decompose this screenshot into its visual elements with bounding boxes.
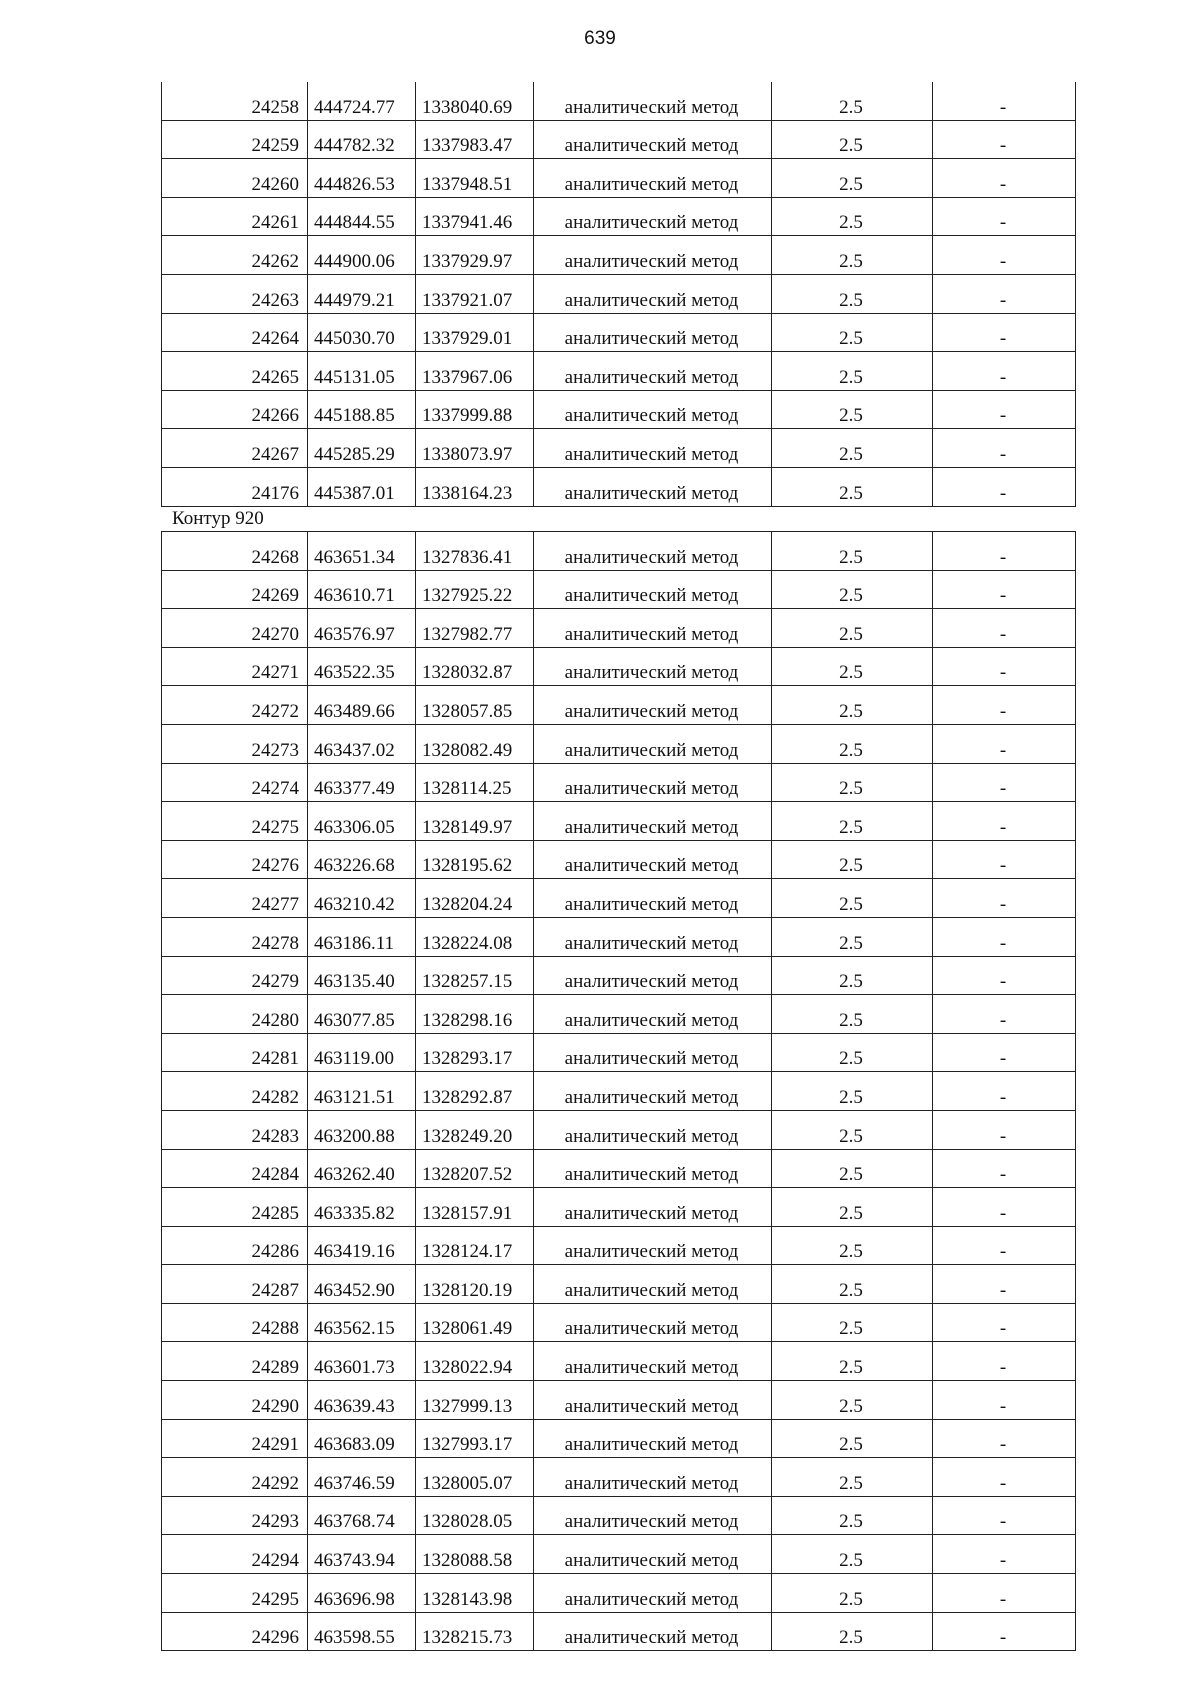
method-cell: аналитический метод: [534, 82, 772, 120]
point-number-cell: 24289: [162, 1342, 308, 1381]
note-cell: -: [933, 1535, 1076, 1574]
y-coordinate-cell: 1328207.52: [416, 1149, 534, 1188]
y-coordinate-cell: 1328082.49: [416, 724, 534, 763]
x-coordinate-cell: 463419.16: [308, 1226, 416, 1265]
point-number-cell: 24266: [162, 390, 308, 429]
y-coordinate-cell: 1338164.23: [416, 467, 534, 506]
y-coordinate-cell: 1328298.16: [416, 995, 534, 1034]
table-row: [162, 467, 1076, 506]
point-number-cell: 24267: [162, 429, 308, 468]
table-row: [162, 1342, 1076, 1381]
x-coordinate-cell: 463598.55: [308, 1612, 416, 1651]
y-coordinate-cell: 1327999.13: [416, 1381, 534, 1420]
accuracy-cell: 2.5: [772, 879, 933, 918]
y-coordinate-cell: 1328257.15: [416, 956, 534, 995]
method-cell: аналитический метод: [534, 1265, 772, 1304]
point-number-cell: 24261: [162, 197, 308, 236]
point-number-cell: 24274: [162, 763, 308, 802]
y-coordinate-cell: 1328120.19: [416, 1265, 534, 1304]
accuracy-cell: 2.5: [772, 120, 933, 159]
accuracy-cell: 2.5: [772, 1226, 933, 1265]
x-coordinate-cell: 444782.32: [308, 120, 416, 159]
y-coordinate-cell: 1327993.17: [416, 1419, 534, 1458]
method-cell: аналитический метод: [534, 274, 772, 313]
table-row: [162, 1188, 1076, 1227]
point-number-cell: 24288: [162, 1303, 308, 1342]
y-coordinate-cell: 1328249.20: [416, 1110, 534, 1149]
x-coordinate-cell: 463639.43: [308, 1381, 416, 1420]
accuracy-cell: 2.5: [772, 532, 933, 571]
table-row: [162, 120, 1076, 159]
method-cell: аналитический метод: [534, 429, 772, 468]
note-cell: -: [933, 159, 1076, 198]
y-coordinate-cell: 1328293.17: [416, 1033, 534, 1072]
table-row: [162, 390, 1076, 429]
y-coordinate-cell: 1338073.97: [416, 429, 534, 468]
table-row: [162, 1303, 1076, 1342]
method-cell: аналитический метод: [534, 763, 772, 802]
x-coordinate-cell: 463651.34: [308, 532, 416, 571]
table-row: [162, 1496, 1076, 1535]
note-cell: -: [933, 429, 1076, 468]
table-row: [162, 917, 1076, 956]
accuracy-cell: 2.5: [772, 82, 933, 120]
note-cell: -: [933, 1458, 1076, 1497]
table-row: [162, 82, 1076, 120]
method-cell: аналитический метод: [534, 802, 772, 841]
accuracy-cell: 2.5: [772, 917, 933, 956]
table-row: [162, 1574, 1076, 1613]
accuracy-cell: 2.5: [772, 1188, 933, 1227]
method-cell: аналитический метод: [534, 1496, 772, 1535]
table-row: [162, 1110, 1076, 1149]
point-number-cell: 24296: [162, 1612, 308, 1651]
method-cell: аналитический метод: [534, 1303, 772, 1342]
method-cell: аналитический метод: [534, 236, 772, 275]
x-coordinate-cell: 463683.09: [308, 1419, 416, 1458]
point-number-cell: 24276: [162, 840, 308, 879]
y-coordinate-cell: 1328088.58: [416, 1535, 534, 1574]
y-coordinate-cell: 1327925.22: [416, 570, 534, 609]
method-cell: аналитический метод: [534, 956, 772, 995]
accuracy-cell: 2.5: [772, 1612, 933, 1651]
table-row: [162, 236, 1076, 275]
x-coordinate-cell: 444844.55: [308, 197, 416, 236]
table-row: [162, 1535, 1076, 1574]
note-cell: -: [933, 532, 1076, 571]
method-cell: аналитический метод: [534, 313, 772, 352]
table-row: [162, 609, 1076, 648]
x-coordinate-cell: 463522.35: [308, 647, 416, 686]
x-coordinate-cell: 463576.97: [308, 609, 416, 648]
table-row: [162, 879, 1076, 918]
method-cell: аналитический метод: [534, 995, 772, 1034]
note-cell: -: [933, 1265, 1076, 1304]
table-row: [162, 995, 1076, 1034]
x-coordinate-cell: 463135.40: [308, 956, 416, 995]
point-number-cell: 24278: [162, 917, 308, 956]
accuracy-cell: 2.5: [772, 1303, 933, 1342]
table-row: [162, 686, 1076, 725]
accuracy-cell: 2.5: [772, 1574, 933, 1613]
table-row: [162, 1226, 1076, 1265]
table-row: [162, 1265, 1076, 1304]
point-number-cell: 24176: [162, 467, 308, 506]
x-coordinate-cell: 463489.66: [308, 686, 416, 725]
x-coordinate-cell: 463746.59: [308, 1458, 416, 1497]
note-cell: -: [933, 763, 1076, 802]
accuracy-cell: 2.5: [772, 467, 933, 506]
x-coordinate-cell: 463335.82: [308, 1188, 416, 1227]
method-cell: аналитический метод: [534, 120, 772, 159]
page-number: 639: [584, 28, 616, 49]
method-cell: аналитический метод: [534, 840, 772, 879]
method-cell: аналитический метод: [534, 917, 772, 956]
point-number-cell: 24283: [162, 1110, 308, 1149]
method-cell: аналитический метод: [534, 1188, 772, 1227]
method-cell: аналитический метод: [534, 1033, 772, 1072]
note-cell: -: [933, 1381, 1076, 1420]
point-number-cell: 24286: [162, 1226, 308, 1265]
table-row: [162, 1419, 1076, 1458]
method-cell: аналитический метод: [534, 1072, 772, 1111]
y-coordinate-cell: 1328143.98: [416, 1574, 534, 1613]
point-number-cell: 24281: [162, 1033, 308, 1072]
point-number-cell: 24275: [162, 802, 308, 841]
note-cell: -: [933, 274, 1076, 313]
x-coordinate-cell: 463743.94: [308, 1535, 416, 1574]
point-number-cell: 24270: [162, 609, 308, 648]
table-row: [162, 197, 1076, 236]
point-number-cell: 24293: [162, 1496, 308, 1535]
x-coordinate-cell: 463377.49: [308, 763, 416, 802]
accuracy-cell: 2.5: [772, 647, 933, 686]
y-coordinate-cell: 1328224.08: [416, 917, 534, 956]
point-number-cell: 24277: [162, 879, 308, 918]
method-cell: аналитический метод: [534, 197, 772, 236]
point-number-cell: 24279: [162, 956, 308, 995]
table-row: [162, 532, 1076, 571]
accuracy-cell: 2.5: [772, 1496, 933, 1535]
y-coordinate-cell: 1328061.49: [416, 1303, 534, 1342]
point-number-cell: 24263: [162, 274, 308, 313]
x-coordinate-cell: 463200.88: [308, 1110, 416, 1149]
accuracy-cell: 2.5: [772, 1265, 933, 1304]
y-coordinate-cell: 1337921.07: [416, 274, 534, 313]
table-row: [162, 956, 1076, 995]
accuracy-cell: 2.5: [772, 1149, 933, 1188]
point-number-cell: 24271: [162, 647, 308, 686]
accuracy-cell: 2.5: [772, 1110, 933, 1149]
point-number-cell: 24273: [162, 724, 308, 763]
point-number-cell: 24260: [162, 159, 308, 198]
method-cell: аналитический метод: [534, 159, 772, 198]
table-row: [162, 763, 1076, 802]
y-coordinate-cell: 1337983.47: [416, 120, 534, 159]
y-coordinate-cell: 1337941.46: [416, 197, 534, 236]
method-cell: аналитический метод: [534, 390, 772, 429]
point-number-cell: 24282: [162, 1072, 308, 1111]
x-coordinate-cell: 445188.85: [308, 390, 416, 429]
coordinates-table-contour: [161, 531, 1076, 1651]
y-coordinate-cell: 1327982.77: [416, 609, 534, 648]
accuracy-cell: 2.5: [772, 236, 933, 275]
y-coordinate-cell: 1337929.97: [416, 236, 534, 275]
x-coordinate-cell: 463696.98: [308, 1574, 416, 1613]
point-number-cell: 24259: [162, 120, 308, 159]
method-cell: аналитический метод: [534, 1149, 772, 1188]
x-coordinate-cell: 445285.29: [308, 429, 416, 468]
table-row: [162, 352, 1076, 391]
accuracy-cell: 2.5: [772, 840, 933, 879]
accuracy-cell: 2.5: [772, 1535, 933, 1574]
note-cell: -: [933, 1342, 1076, 1381]
y-coordinate-cell: 1328057.85: [416, 686, 534, 725]
note-cell: -: [933, 1574, 1076, 1613]
accuracy-cell: 2.5: [772, 390, 933, 429]
method-cell: аналитический метод: [534, 1226, 772, 1265]
note-cell: -: [933, 1612, 1076, 1651]
accuracy-cell: 2.5: [772, 956, 933, 995]
table-row: [162, 1033, 1076, 1072]
method-cell: аналитический метод: [534, 1612, 772, 1651]
note-cell: -: [933, 390, 1076, 429]
point-number-cell: 24290: [162, 1381, 308, 1420]
table-row: [162, 274, 1076, 313]
point-number-cell: 24264: [162, 313, 308, 352]
accuracy-cell: 2.5: [772, 1381, 933, 1420]
contour-label: Контур 920: [172, 508, 264, 529]
x-coordinate-cell: 463562.15: [308, 1303, 416, 1342]
accuracy-cell: 2.5: [772, 570, 933, 609]
method-cell: аналитический метод: [534, 686, 772, 725]
x-coordinate-cell: 463437.02: [308, 724, 416, 763]
note-cell: -: [933, 1072, 1076, 1111]
note-cell: -: [933, 647, 1076, 686]
y-coordinate-cell: 1328022.94: [416, 1342, 534, 1381]
table-row: [162, 313, 1076, 352]
method-cell: аналитический метод: [534, 1574, 772, 1613]
method-cell: аналитический метод: [534, 532, 772, 571]
note-cell: -: [933, 1149, 1076, 1188]
table-row: [162, 159, 1076, 198]
x-coordinate-cell: 463452.90: [308, 1265, 416, 1304]
method-cell: аналитический метод: [534, 1342, 772, 1381]
point-number-cell: 24258: [162, 82, 308, 120]
point-number-cell: 24262: [162, 236, 308, 275]
y-coordinate-cell: 1337929.01: [416, 313, 534, 352]
note-cell: -: [933, 352, 1076, 391]
y-coordinate-cell: 1328292.87: [416, 1072, 534, 1111]
x-coordinate-cell: 463610.71: [308, 570, 416, 609]
note-cell: -: [933, 197, 1076, 236]
x-coordinate-cell: 463601.73: [308, 1342, 416, 1381]
y-coordinate-cell: 1338040.69: [416, 82, 534, 120]
note-cell: -: [933, 467, 1076, 506]
method-cell: аналитический метод: [534, 1110, 772, 1149]
note-cell: -: [933, 879, 1076, 918]
table-row: [162, 802, 1076, 841]
y-coordinate-cell: 1328005.07: [416, 1458, 534, 1497]
point-number-cell: 24285: [162, 1188, 308, 1227]
method-cell: аналитический метод: [534, 609, 772, 648]
note-cell: -: [933, 724, 1076, 763]
x-coordinate-cell: 444724.77: [308, 82, 416, 120]
x-coordinate-cell: 463768.74: [308, 1496, 416, 1535]
x-coordinate-cell: 463226.68: [308, 840, 416, 879]
note-cell: -: [933, 802, 1076, 841]
accuracy-cell: 2.5: [772, 1458, 933, 1497]
y-coordinate-cell: 1337948.51: [416, 159, 534, 198]
y-coordinate-cell: 1328204.24: [416, 879, 534, 918]
table-row: [162, 647, 1076, 686]
method-cell: аналитический метод: [534, 724, 772, 763]
note-cell: -: [933, 570, 1076, 609]
method-cell: аналитический метод: [534, 1458, 772, 1497]
x-coordinate-cell: 445387.01: [308, 467, 416, 506]
x-coordinate-cell: 444900.06: [308, 236, 416, 275]
accuracy-cell: 2.5: [772, 197, 933, 236]
accuracy-cell: 2.5: [772, 802, 933, 841]
point-number-cell: 24269: [162, 570, 308, 609]
x-coordinate-cell: 444979.21: [308, 274, 416, 313]
method-cell: аналитический метод: [534, 1419, 772, 1458]
point-number-cell: 24287: [162, 1265, 308, 1304]
point-number-cell: 24272: [162, 686, 308, 725]
point-number-cell: 24295: [162, 1574, 308, 1613]
x-coordinate-cell: 445030.70: [308, 313, 416, 352]
accuracy-cell: 2.5: [772, 1419, 933, 1458]
y-coordinate-cell: 1328124.17: [416, 1226, 534, 1265]
x-coordinate-cell: 445131.05: [308, 352, 416, 391]
accuracy-cell: 2.5: [772, 1033, 933, 1072]
note-cell: -: [933, 609, 1076, 648]
table-row: [162, 1612, 1076, 1651]
note-cell: -: [933, 1226, 1076, 1265]
y-coordinate-cell: 1328215.73: [416, 1612, 534, 1651]
coordinates-table-continued: [161, 82, 1076, 507]
table-row: [162, 1072, 1076, 1111]
x-coordinate-cell: 463262.40: [308, 1149, 416, 1188]
note-cell: -: [933, 1033, 1076, 1072]
accuracy-cell: 2.5: [772, 724, 933, 763]
x-coordinate-cell: 463306.05: [308, 802, 416, 841]
note-cell: -: [933, 1303, 1076, 1342]
y-coordinate-cell: 1328157.91: [416, 1188, 534, 1227]
note-cell: -: [933, 120, 1076, 159]
note-cell: -: [933, 236, 1076, 275]
accuracy-cell: 2.5: [772, 1072, 933, 1111]
point-number-cell: 24265: [162, 352, 308, 391]
y-coordinate-cell: 1328114.25: [416, 763, 534, 802]
method-cell: аналитический метод: [534, 467, 772, 506]
note-cell: -: [933, 686, 1076, 725]
accuracy-cell: 2.5: [772, 763, 933, 802]
method-cell: аналитический метод: [534, 570, 772, 609]
table-row: [162, 429, 1076, 468]
method-cell: аналитический метод: [534, 879, 772, 918]
accuracy-cell: 2.5: [772, 686, 933, 725]
y-coordinate-cell: 1328032.87: [416, 647, 534, 686]
accuracy-cell: 2.5: [772, 274, 933, 313]
accuracy-cell: 2.5: [772, 429, 933, 468]
accuracy-cell: 2.5: [772, 1342, 933, 1381]
y-coordinate-cell: 1328149.97: [416, 802, 534, 841]
method-cell: аналитический метод: [534, 647, 772, 686]
point-number-cell: 24268: [162, 532, 308, 571]
y-coordinate-cell: 1328028.05: [416, 1496, 534, 1535]
point-number-cell: 24284: [162, 1149, 308, 1188]
note-cell: -: [933, 917, 1076, 956]
point-number-cell: 24292: [162, 1458, 308, 1497]
note-cell: -: [933, 1188, 1076, 1227]
table-row: [162, 724, 1076, 763]
table-row: [162, 1381, 1076, 1420]
x-coordinate-cell: 463121.51: [308, 1072, 416, 1111]
table-row: [162, 1149, 1076, 1188]
note-cell: -: [933, 840, 1076, 879]
accuracy-cell: 2.5: [772, 313, 933, 352]
note-cell: -: [933, 1419, 1076, 1458]
y-coordinate-cell: 1327836.41: [416, 532, 534, 571]
method-cell: аналитический метод: [534, 352, 772, 391]
x-coordinate-cell: 463119.00: [308, 1033, 416, 1072]
table-row: [162, 840, 1076, 879]
point-number-cell: 24294: [162, 1535, 308, 1574]
y-coordinate-cell: 1328195.62: [416, 840, 534, 879]
table-row: [162, 1458, 1076, 1497]
note-cell: -: [933, 956, 1076, 995]
note-cell: -: [933, 995, 1076, 1034]
y-coordinate-cell: 1337999.88: [416, 390, 534, 429]
method-cell: аналитический метод: [534, 1535, 772, 1574]
point-number-cell: 24280: [162, 995, 308, 1034]
note-cell: -: [933, 1110, 1076, 1149]
note-cell: -: [933, 313, 1076, 352]
accuracy-cell: 2.5: [772, 352, 933, 391]
note-cell: -: [933, 82, 1076, 120]
x-coordinate-cell: 463186.11: [308, 917, 416, 956]
x-coordinate-cell: 463210.42: [308, 879, 416, 918]
y-coordinate-cell: 1337967.06: [416, 352, 534, 391]
method-cell: аналитический метод: [534, 1381, 772, 1420]
point-number-cell: 24291: [162, 1419, 308, 1458]
x-coordinate-cell: 444826.53: [308, 159, 416, 198]
table-row: [162, 570, 1076, 609]
accuracy-cell: 2.5: [772, 995, 933, 1034]
accuracy-cell: 2.5: [772, 609, 933, 648]
accuracy-cell: 2.5: [772, 159, 933, 198]
note-cell: -: [933, 1496, 1076, 1535]
x-coordinate-cell: 463077.85: [308, 995, 416, 1034]
